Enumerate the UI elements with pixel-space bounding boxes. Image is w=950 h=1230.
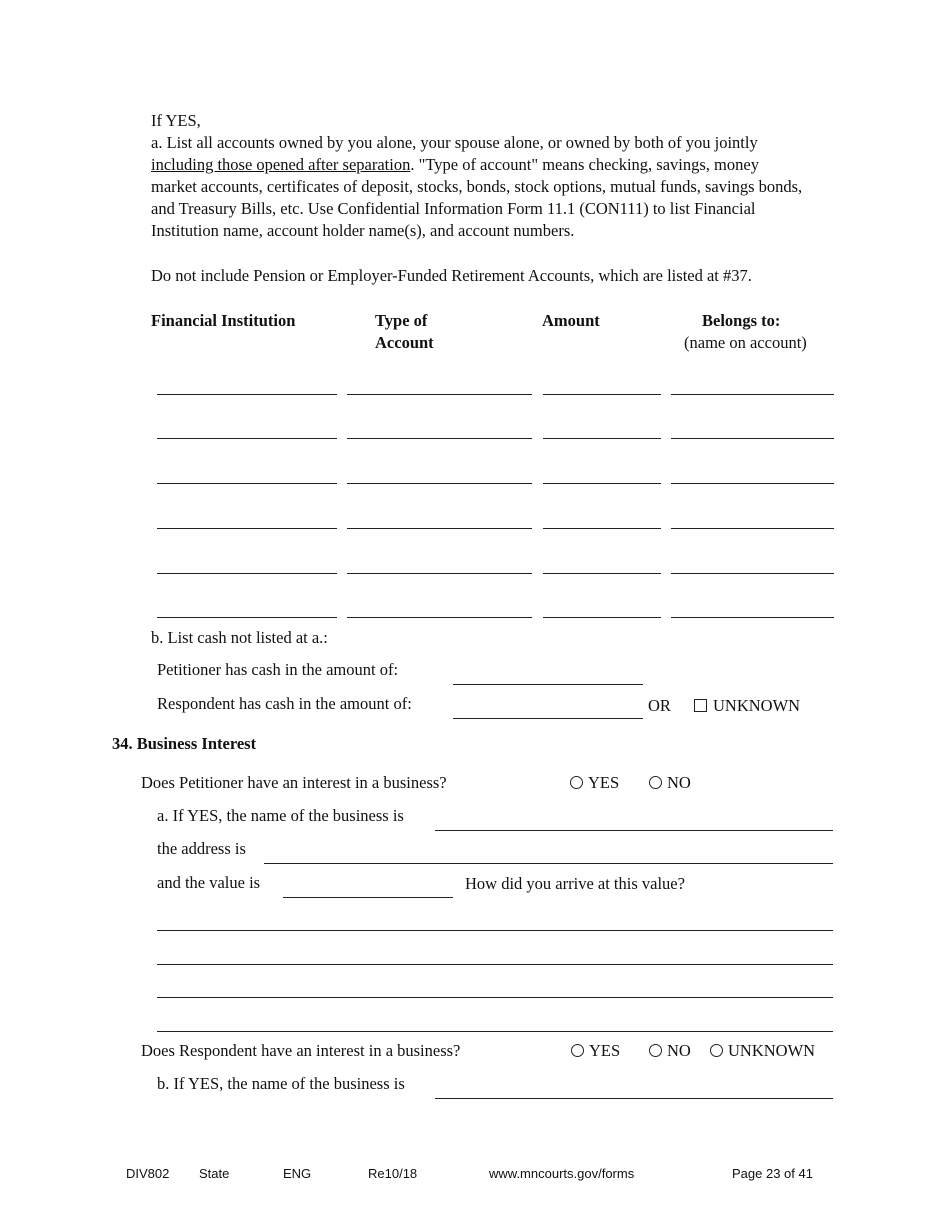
value-method-line	[157, 1031, 833, 1032]
account-type-field[interactable]	[347, 416, 532, 438]
header-belongs-to: Belongs to:	[702, 311, 781, 330]
footer-jurisdiction: State	[199, 1166, 230, 1181]
value-method-field[interactable]	[157, 942, 833, 964]
belongs-to-line	[671, 617, 834, 618]
belongs-to-field[interactable]	[671, 595, 834, 617]
petitioner-yes-radio[interactable]	[570, 772, 619, 794]
radio-icon	[571, 1044, 584, 1057]
value-method-line	[157, 930, 833, 931]
business-address-label: the address is	[157, 839, 246, 858]
amount-field[interactable]	[543, 551, 661, 573]
business-address-field[interactable]	[264, 841, 833, 863]
footer-url[interactable]: www.mncourts.gov/forms	[489, 1166, 635, 1181]
footer-form-code: DIV802	[126, 1166, 170, 1181]
exclusion-note: Do not include Pension or Employer-Funded Retirement Accounts, which are listed at #37.	[151, 266, 752, 285]
belongs-to-field[interactable]	[671, 416, 834, 438]
business-value-label: and the value is	[157, 873, 261, 892]
respondent-business-name-label: b. If YES, the name of the business is	[157, 1074, 405, 1093]
institution-line	[157, 438, 337, 439]
instructions-line-4: and Treasury Bills, etc. Use Confidential Information Form 11.1 (CON111) to list Financial	[151, 199, 756, 218]
value-method-field[interactable]	[157, 1009, 833, 1031]
header-amount: Amount	[542, 311, 600, 330]
business-value-field[interactable]	[283, 875, 453, 897]
amount-line	[543, 528, 661, 529]
instructions-line-2	[151, 154, 759, 176]
amount-line	[543, 573, 661, 574]
unknown-label: UNKNOWN	[728, 1041, 816, 1060]
petitioner-cash-line	[453, 684, 643, 685]
header-type-of: Type of	[375, 311, 428, 330]
institution-field[interactable]	[157, 461, 337, 483]
belongs-to-line	[671, 528, 834, 529]
account-type-line	[347, 438, 532, 439]
yes-label: YES	[589, 1041, 621, 1060]
institution-field[interactable]	[157, 551, 337, 573]
value-method-field[interactable]	[157, 975, 833, 997]
respondent-cash-line	[453, 718, 643, 719]
checkbox-icon	[694, 699, 707, 712]
if-yes-label: If YES,	[151, 111, 201, 130]
respondent-yes-radio[interactable]	[571, 1040, 620, 1062]
business-name-label: a. If YES, the name of the business is	[157, 806, 404, 825]
radio-icon	[649, 1044, 662, 1057]
unknown-label: UNKNOWN	[713, 696, 801, 715]
radio-icon	[570, 776, 583, 789]
header-financial-institution: Financial Institution	[151, 311, 296, 330]
account-type-field[interactable]	[347, 506, 532, 528]
instructions-line-1: a. List all accounts owned by you alone, your spouse alone, or owned by both of you jointly	[151, 133, 758, 152]
petitioner-no-radio[interactable]	[649, 772, 691, 794]
account-type-field[interactable]	[347, 551, 532, 573]
institution-line	[157, 573, 337, 574]
underlined-phrase: including those opened after separation	[151, 155, 411, 174]
respondent-business-question: Does Respondent have an interest in a business?	[141, 1041, 461, 1060]
respondent-unknown-radio[interactable]	[710, 1040, 815, 1062]
header-name-on-account: (name on account)	[684, 333, 807, 352]
respondent-business-name-field[interactable]	[435, 1076, 833, 1098]
business-address-line	[264, 863, 833, 864]
amount-line	[543, 483, 661, 484]
account-type-field[interactable]	[347, 372, 532, 394]
footer-page-number: Page 23 of 41	[732, 1166, 813, 1181]
value-method-field[interactable]	[157, 908, 833, 930]
account-type-field[interactable]	[347, 461, 532, 483]
yes-label: YES	[588, 773, 620, 792]
no-label: NO	[667, 773, 691, 792]
amount-line	[543, 394, 661, 395]
petitioner-cash-field[interactable]	[453, 662, 643, 684]
account-type-field[interactable]	[347, 595, 532, 617]
instructions-line-3: market accounts, certificates of deposit, stocks, bonds, stock options, mutual funds, savings bonds,	[151, 177, 803, 196]
amount-field[interactable]	[543, 461, 661, 483]
footer-language: ENG	[283, 1166, 312, 1181]
institution-line	[157, 617, 337, 618]
or-label: OR	[648, 696, 671, 715]
cash-label: b. List cash not listed at a.:	[151, 628, 328, 647]
business-name-field[interactable]	[435, 808, 833, 830]
value-method-label: How did you arrive at this value?	[465, 874, 685, 893]
institution-line	[157, 528, 337, 529]
account-type-line	[347, 528, 532, 529]
institution-field[interactable]	[157, 372, 337, 394]
account-type-line	[347, 483, 532, 484]
belongs-to-field[interactable]	[671, 506, 834, 528]
belongs-to-field[interactable]	[671, 551, 834, 573]
belongs-to-line	[671, 483, 834, 484]
amount-field[interactable]	[543, 416, 661, 438]
no-label: NO	[667, 1041, 691, 1060]
belongs-to-line	[671, 573, 834, 574]
account-type-line	[347, 617, 532, 618]
value-method-line	[157, 997, 833, 998]
amount-line	[543, 438, 661, 439]
respondent-business-name-line	[435, 1098, 833, 1099]
section-heading: 34. Business Interest	[112, 734, 257, 753]
institution-line	[157, 483, 337, 484]
belongs-to-line	[671, 394, 834, 395]
amount-field[interactable]	[543, 372, 661, 394]
institution-field[interactable]	[157, 416, 337, 438]
footer-revision: Re10/18	[368, 1166, 418, 1181]
institution-field[interactable]	[157, 595, 337, 617]
instructions-line-5: Institution name, account holder name(s), and account numbers.	[151, 221, 575, 240]
radio-icon	[710, 1044, 723, 1057]
petitioner-cash-label: Petitioner has cash in the amount of:	[157, 660, 399, 679]
respondent-cash-label: Respondent has cash in the amount of:	[157, 694, 412, 713]
institution-line	[157, 394, 337, 395]
business-value-line	[283, 897, 453, 898]
radio-icon	[649, 776, 662, 789]
belongs-to-field[interactable]	[671, 372, 834, 394]
respondent-cash-field[interactable]	[453, 696, 643, 718]
amount-line	[543, 617, 661, 618]
belongs-to-field[interactable]	[671, 461, 834, 483]
amount-field[interactable]	[543, 506, 661, 528]
business-name-line	[435, 830, 833, 831]
account-type-line	[347, 394, 532, 395]
unknown-checkbox[interactable]	[694, 695, 800, 717]
header-account: Account	[375, 333, 434, 352]
account-type-line	[347, 573, 532, 574]
respondent-no-radio[interactable]	[649, 1040, 691, 1062]
petitioner-business-question: Does Petitioner have an interest in a business?	[141, 773, 447, 792]
value-method-line	[157, 964, 833, 965]
belongs-to-line	[671, 438, 834, 439]
amount-field[interactable]	[543, 595, 661, 617]
institution-field[interactable]	[157, 506, 337, 528]
instructions-line-2-rest: . "Type of account" means checking, savings, money	[410, 155, 759, 174]
